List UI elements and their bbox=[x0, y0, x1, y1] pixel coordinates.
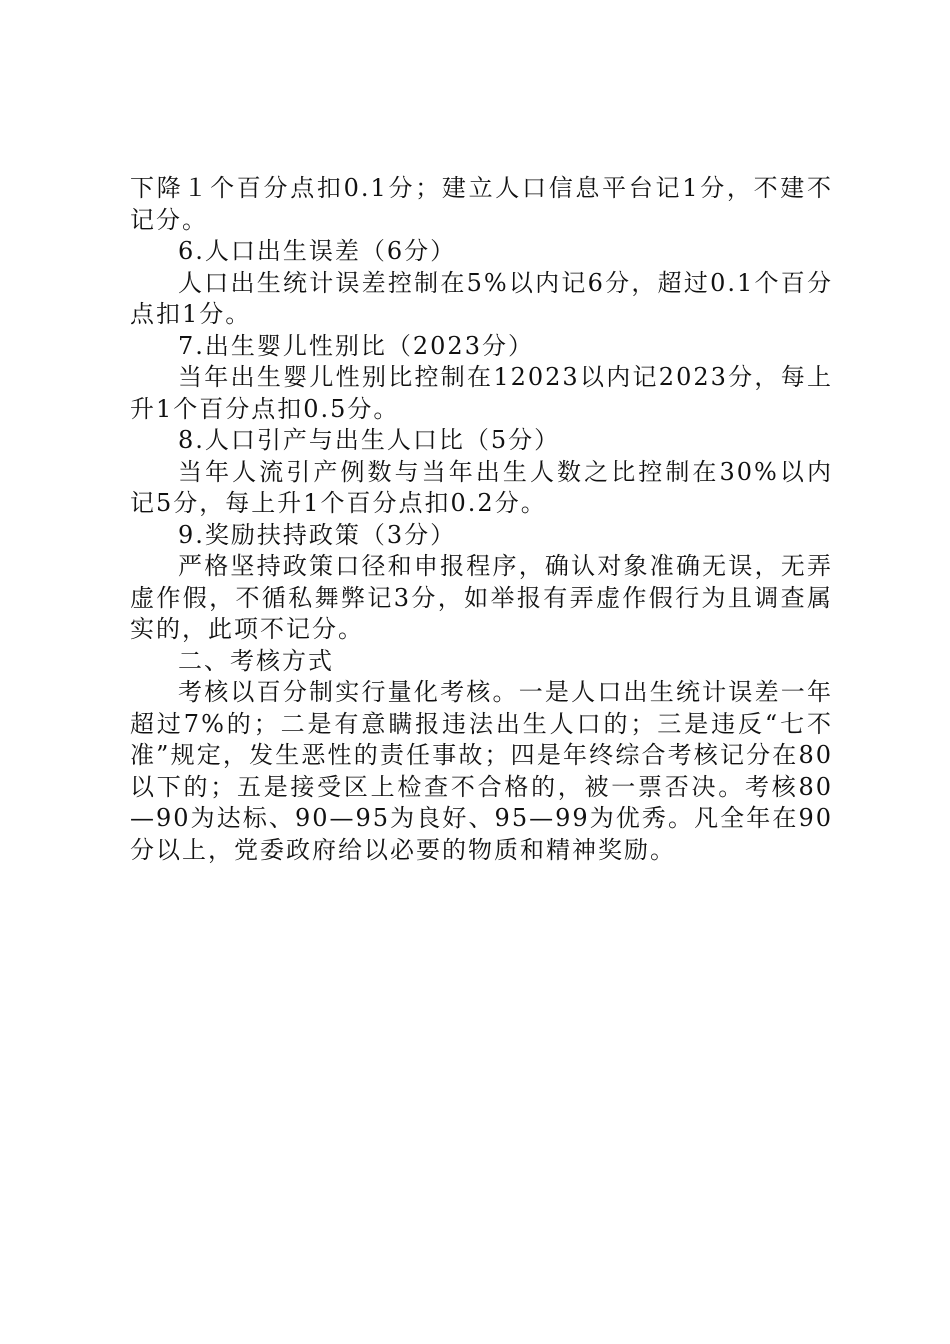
item-body-8: 当年人流引产例数与当年出生人数之比控制在30%以内记5分，每上升1个百分点扣0.2分。 bbox=[130, 457, 833, 517]
item-heading-8: 8.人口引产与出生人口比（5分） bbox=[178, 426, 561, 454]
item-heading-7: 7.出生婴儿性别比（2023分） bbox=[178, 331, 534, 360]
item-heading-9: 9.奖励扶持政策（3分） bbox=[178, 520, 457, 549]
item-body-9: 严格坚持政策口径和申报程序，确认对象准确无误，无弄虚作假，不循私舞弊记3分，如举报有弄虚作假行为且调查属实的，此项不记分。 bbox=[130, 552, 833, 643]
section-body-assessment-method: 考核以百分制实行量化考核。一是人口出生统计误差一年超过7%的；二是有意瞒报违法出生人口的；三是违反“七不准”规定，发生恶性的责任事故；四是年终综合考核记分在80以下的；五是接受区上检查不合格的，被一票否决。考核80—90为达标、90—95为良好、95—99为优秀。凡全年在90分以上，党委政府给以必要的物质和精神奖励。 bbox=[130, 678, 833, 864]
item-body-6: 人口出生统计误差控制在5%以内记6分，超过0.1个百分点扣1分。 bbox=[130, 268, 833, 328]
paragraph-continuation: 下降１个百分点扣0.1分；建立人口信息平台记1分，不建不记分。 bbox=[130, 174, 833, 234]
section-heading-assessment-method: 二、考核方式 bbox=[178, 646, 334, 675]
item-body-7: 当年出生婴儿性别比控制在12023以内记2023分，每上升1个百分点扣0.5分。 bbox=[130, 363, 833, 423]
item-heading-6: 6.人口出生误差（6分） bbox=[178, 237, 457, 265]
document-body bbox=[130, 173, 833, 866]
